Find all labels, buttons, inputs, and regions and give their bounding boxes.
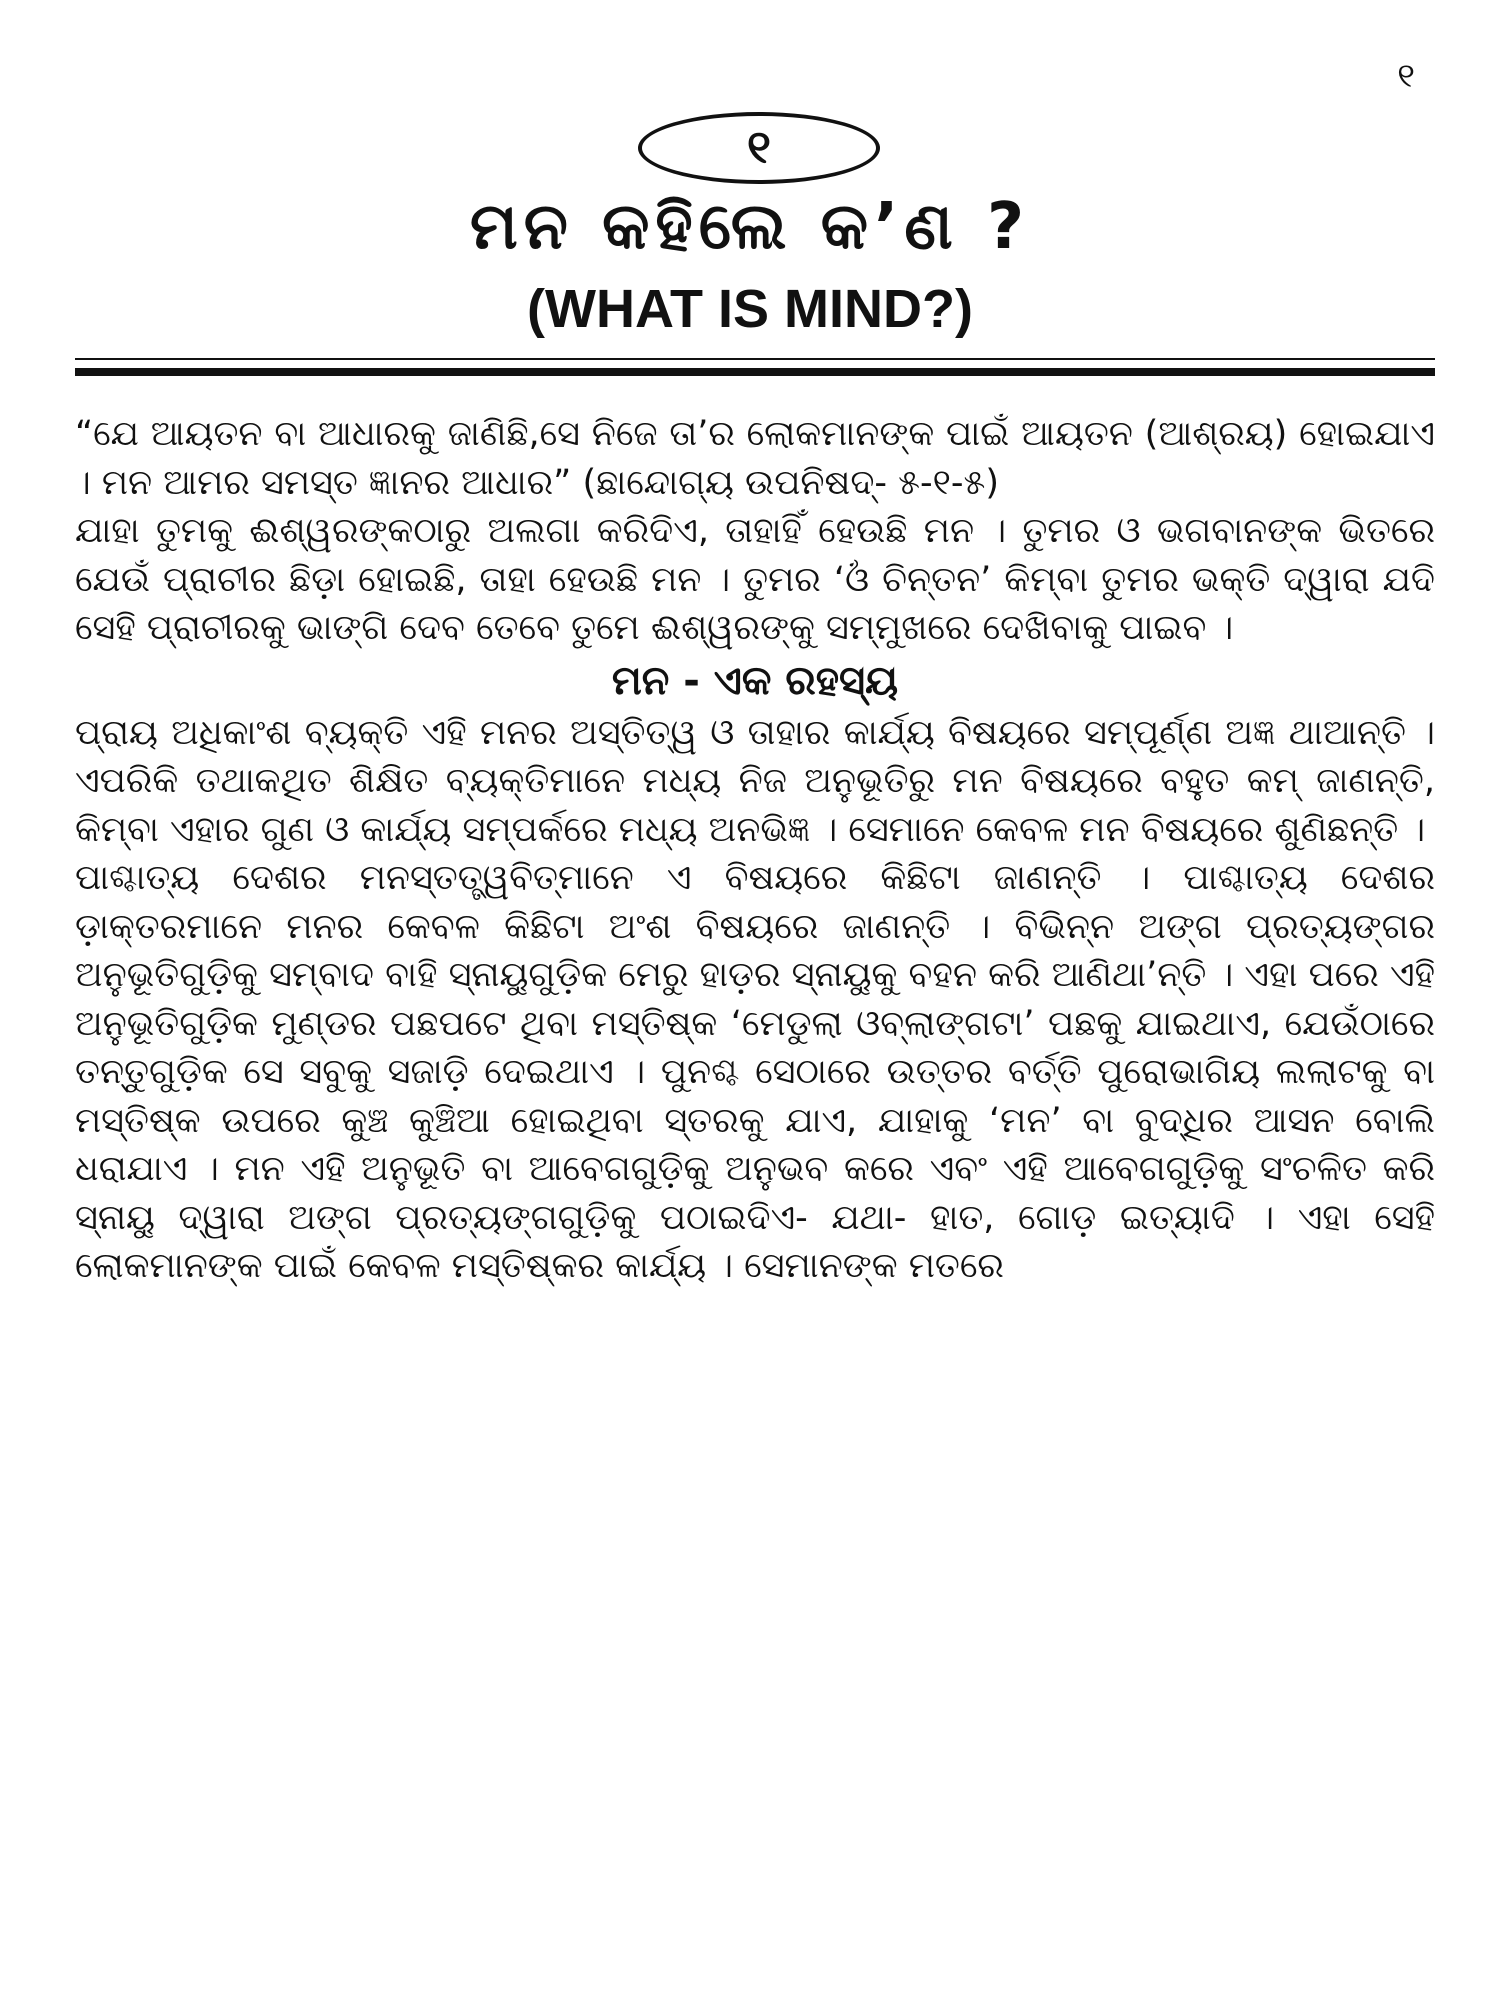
paragraph: ପାଶ୍ଚାତ୍ୟ ଦେଶର ମନସ୍ତତ୍ତ୍ୱବିତ୍‌ମାନେ ଏ ବିଷୟରେ କିଛିଟା ଜାଣନ୍ତି । ପାଶ୍ଚାତ୍ୟ ଦେଶର ଡ଼ାକ୍ତରମାନେ ମନର କେବଳ କିଛିଟା ଅଂଶ ବିଷୟରେ ଜାଣନ୍ତି । ବିଭିନ୍ନ ଅଙ୍ଗ ପ୍ରତ୍ୟଙ୍ଗର ଅନୁଭୂତିଗୁଡ଼ିକୁ ସମ୍ବାଦ ବାହି ସ୍ନାୟୁଗୁଡ଼ିକ ମେରୁ ହାଡ଼ର ସ୍ନାୟୁକୁ ବହନ କରି ଆଣିଥା’ନ୍ତି । ଏହା ପରେ ଏହି ଅନୁଭୂତିଗୁଡ଼ିକ ମୁଣ୍ଡର ପଛପଟେ ଥିବା ମସ୍ତିଷ୍କ ‘ମେଡୁଲା ଓବ୍‌ଲାଙ୍ଗଟା’ ପଛକୁ ଯାଇଥାଏ, ଯେଉଁଠାରେ ତନ୍ତୁଗୁଡ଼ିକ ସେ ସବୁକୁ ସଜାଡ଼ି ଦେଇଥାଏ । ପୁନଶ୍ଚ ସେଠାରେ ଉତ୍ତର ବର୍ତ୍ତି ପୁରୋଭାଗିୟ ଲଲାଟକୁ ବା ମସ୍ତିଷ୍କ ଉପରେ କୁଞ୍ଚ କୁଞ୍ଚିଆ ହୋଇଥିବା ସ୍ତରକୁ ଯାଏ, ଯାହାକୁ ‘ମନ’ ବା ବୁଦ୍ଧିର ଆସନ ବୋଲି ଧରାଯାଏ । ମନ ଏହି ଅନୁଭୂତି ବା ଆବେଗଗୁଡ଼ିକୁ ଅନୁଭବ କରେ ଏବଂ ଏହି ଆବେଗଗୁଡ଼ିକୁ ସଂଚଳିତ କରି ସ୍ନାୟୁ ଦ୍ୱାରା ଅଙ୍ଗ ପ୍ରତ୍ୟଙ୍ଗଗୁଡ଼ିକୁ ପଠାଇଦିଏ- ଯଥା- ହାତ, ଗୋଡ଼ ଇତ୍ୟାଦି । ଏହା ସେହି ଲୋକମାନଙ୍କ ପାଇଁ କେବଳ ମସ୍ତିଷ୍କର କାର୍ଯ୍ୟ । ସେମାନଙ୍କ ମତରେ [75, 858, 1435, 1286]
divider-thin [75, 358, 1435, 360]
quote-paragraph: “ଯେ ଆୟତନ ବା ଆଧାରକୁ ଜାଣିଛି,ସେ ନିଜେ ତା’ର ଲୋକମାନଙ୍କ ପାଇଁ ଆୟତନ (ଆଶ୍ରୟ) ହୋଇଯାଏ । ମନ ଆମର ସମସ୍ତ ଜ୍ଞାନର ଆଧାର” (ଛାନ୍ଦୋଗ୍ୟ ଉପନିଷଦ୍- ୫-୧-୫) [75, 414, 1435, 503]
paragraph: ପ୍ରାୟ ଅଧିକାଂଶ ବ୍ୟକ୍ତି ଏହି ମନର ଅସ୍ତିତ୍ୱ ଓ ତାହାର କାର୍ଯ୍ୟ ବିଷୟରେ ସମ୍ପୂର୍ଣ୍ଣ ଅଜ୍ଞ ଥାଆନ୍ତି । ଏପରିକି ତଥାକଥିତ ଶିକ୍ଷିତ ବ୍ୟକ୍ତିମାନେ ମଧ୍ୟ ନିଜ ଅନୁଭୂତିରୁ ମନ ବିଷୟରେ ବହୁତ କମ୍ ଜାଣନ୍ତି, କିମ୍ବା ଏହାର ଗୁଣ ଓ କାର୍ଯ୍ୟ ସମ୍ପର୍କରେ ମଧ୍ୟ ଅନଭିଜ୍ଞ । ସେମାନେ କେବଳ ମନ ବିଷୟରେ ଶୁଣିଛନ୍ତି । [75, 712, 1435, 850]
section-heading: ମନ - ଏକ ରହସ୍ୟ [611, 657, 899, 704]
divider-thick [75, 368, 1435, 376]
chapter-number: ୧ [747, 120, 771, 174]
paragraph: ଯାହା ତୁମକୁ ଈଶ୍ୱରଙ୍କଠାରୁ ଅଲଗା କରିଦିଏ, ତାହାହିଁ ହେଉଛି ମନ । ତୁମର ଓ ଭଗବାନଙ୍କ ଭିତରେ ଯେଉଁ ପ୍ରାଚୀର ଛିଡ଼ା ହୋଇଛି, ତାହା ହେଉଛି ମନ । ତୁମର ‘ଓଁ ଚିନ୍ତନ’ କିମ୍ବା ତୁମର ଭକ୍ତି ଦ୍ୱାରା ଯଦି ସେହି ପ୍ରାଚୀରକୁ ଭାଙ୍ଗି ଦେବ ତେବେ ତୁମେ ଈଶ୍ୱରଙ୍କୁ ସମ୍ମୁଖରେ ଦେଖିବାକୁ ପାଇବ । [75, 511, 1435, 648]
chapter-subtitle: (WHAT IS MIND?) [527, 279, 973, 339]
chapter-title: ମନ କହିଲେ କ’ଣ ? [469, 190, 1031, 264]
body-text [75, 410, 1435, 1291]
chapter-badge [638, 112, 880, 184]
page-number: ୧ [1397, 56, 1415, 96]
